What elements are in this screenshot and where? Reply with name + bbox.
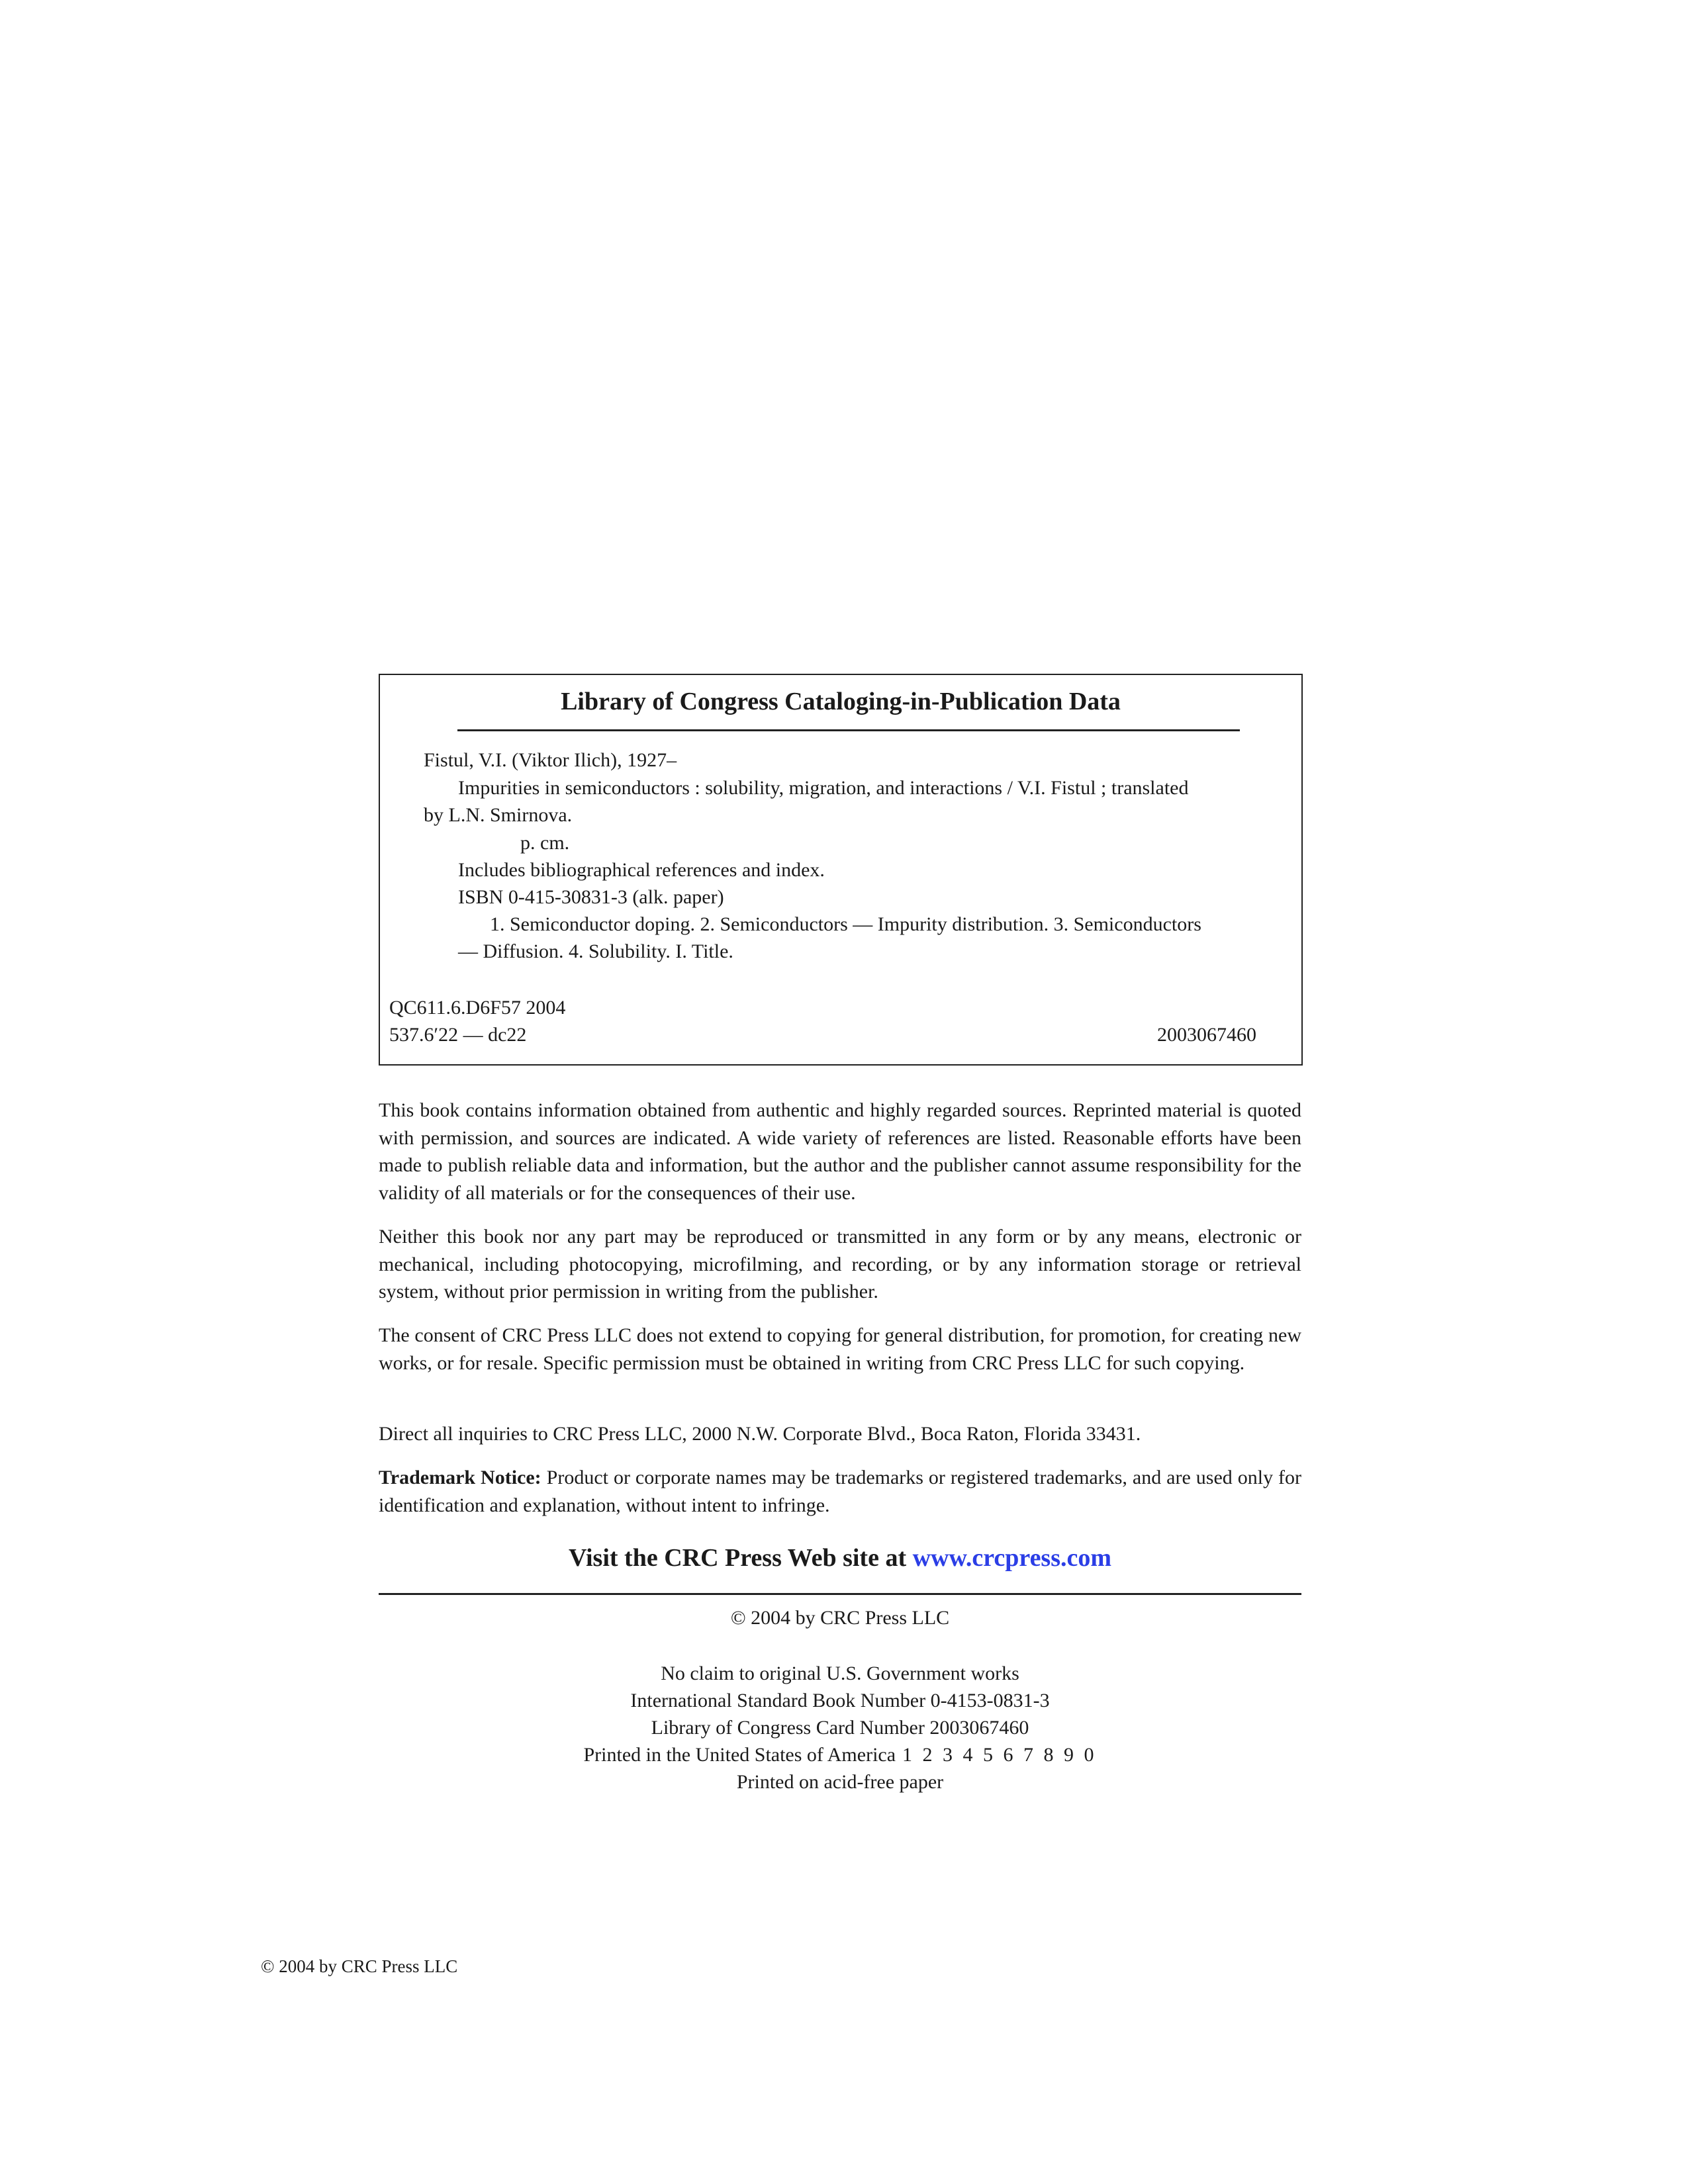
cip-subjects-line-2: — Diffusion. 4. Solubility. I. Title. bbox=[458, 940, 733, 962]
inquiries-paragraph: Direct all inquiries to CRC Press LLC, 2000 N.W. Corporate Blvd., Boca Raton, Florida 33431. bbox=[379, 1423, 1141, 1445]
cip-call-number: QC611.6.D6F57 2004 bbox=[389, 997, 566, 1019]
cip-data-box bbox=[379, 674, 1303, 1066]
lccn-line: Library of Congress Card Number 2003067460 bbox=[651, 1717, 1029, 1739]
printed-in-line bbox=[379, 1741, 1301, 1769]
copyright-rule bbox=[379, 1593, 1301, 1595]
trademark-label: Trademark Notice: bbox=[379, 1467, 541, 1488]
printed-in-text: Printed in the United States of America bbox=[583, 1744, 896, 1766]
sources-paragraph: This book contains information obtained from authentic and highly regarded sources. Reprinted material is quoted with permission, and sources are indicated. A wide variety of references are listed. Reasonable efforts have been made to publish reliable data and information, but the author and the publisher cannot assume responsibility for the validity of all materials or for the consequences of their use. bbox=[379, 1099, 1301, 1204]
cip-heading: Library of Congress Cataloging-in-Publication Data bbox=[561, 688, 1121, 715]
cip-lccn: 2003067460 bbox=[1157, 1024, 1256, 1046]
cip-dewey: 537.6′22 — dc22 bbox=[389, 1024, 527, 1046]
consent-paragraph: The consent of CRC Press LLC does not extend to copying for general distribution, for promotion, for creating new works, or for resale. Specific permission must be obtained in writing from CRC Press LLC for such copying. bbox=[379, 1324, 1301, 1374]
cip-isbn: ISBN 0-415-30831-3 (alk. paper) bbox=[458, 886, 724, 908]
cip-includes: Includes bibliographical references and index. bbox=[458, 859, 825, 881]
cip-title-line-2: by L.N. Smirnova. bbox=[424, 804, 573, 826]
cip-heading-rule bbox=[457, 729, 1240, 731]
isbn-line: International Standard Book Number 0-4153-0831-3 bbox=[630, 1690, 1050, 1711]
copyright-notice: © 2004 by CRC Press LLC bbox=[730, 1607, 950, 1629]
reproduction-paragraph: Neither this book nor any part may be reproduced or transmitted in any form or by any means, electronic or mechanical, including photocopying, microfilming, and recording, or by any information storage or retrieval system, without prior permission in writing from the publisher. bbox=[379, 1226, 1301, 1302]
cip-subjects-line-1: 1. Semiconductor doping. 2. Semiconductors — Impurity distribution. 3. Semiconductors bbox=[490, 913, 1201, 935]
visit-prefix: Visit the CRC Press Web site at bbox=[568, 1544, 907, 1572]
cip-pcm: p. cm. bbox=[520, 832, 570, 854]
visit-website-line bbox=[379, 1541, 1301, 1575]
print-run-digits: 1 2 3 4 5 6 7 8 9 0 bbox=[902, 1744, 1097, 1766]
trademark-text: Product or corporate names may be trademarks or registered trademarks, and are used only for identification and explanation, without intent to infringe. bbox=[379, 1467, 1302, 1516]
trademark-paragraph bbox=[379, 1464, 1301, 1519]
no-claim-line: No claim to original U.S. Government works bbox=[661, 1662, 1019, 1684]
cip-title-line-1: Impurities in semiconductors : solubility, migration, and interactions / V.I. Fistul ; translated bbox=[458, 777, 1189, 799]
crcpress-website-link[interactable]: www.crcpress.com bbox=[912, 1544, 1112, 1572]
page-footer-copyright: © 2004 by CRC Press LLC bbox=[261, 1956, 458, 1976]
cip-author: Fistul, V.I. (Viktor Ilich), 1927– bbox=[424, 749, 677, 771]
acid-free-line: Printed on acid-free paper bbox=[736, 1771, 944, 1793]
